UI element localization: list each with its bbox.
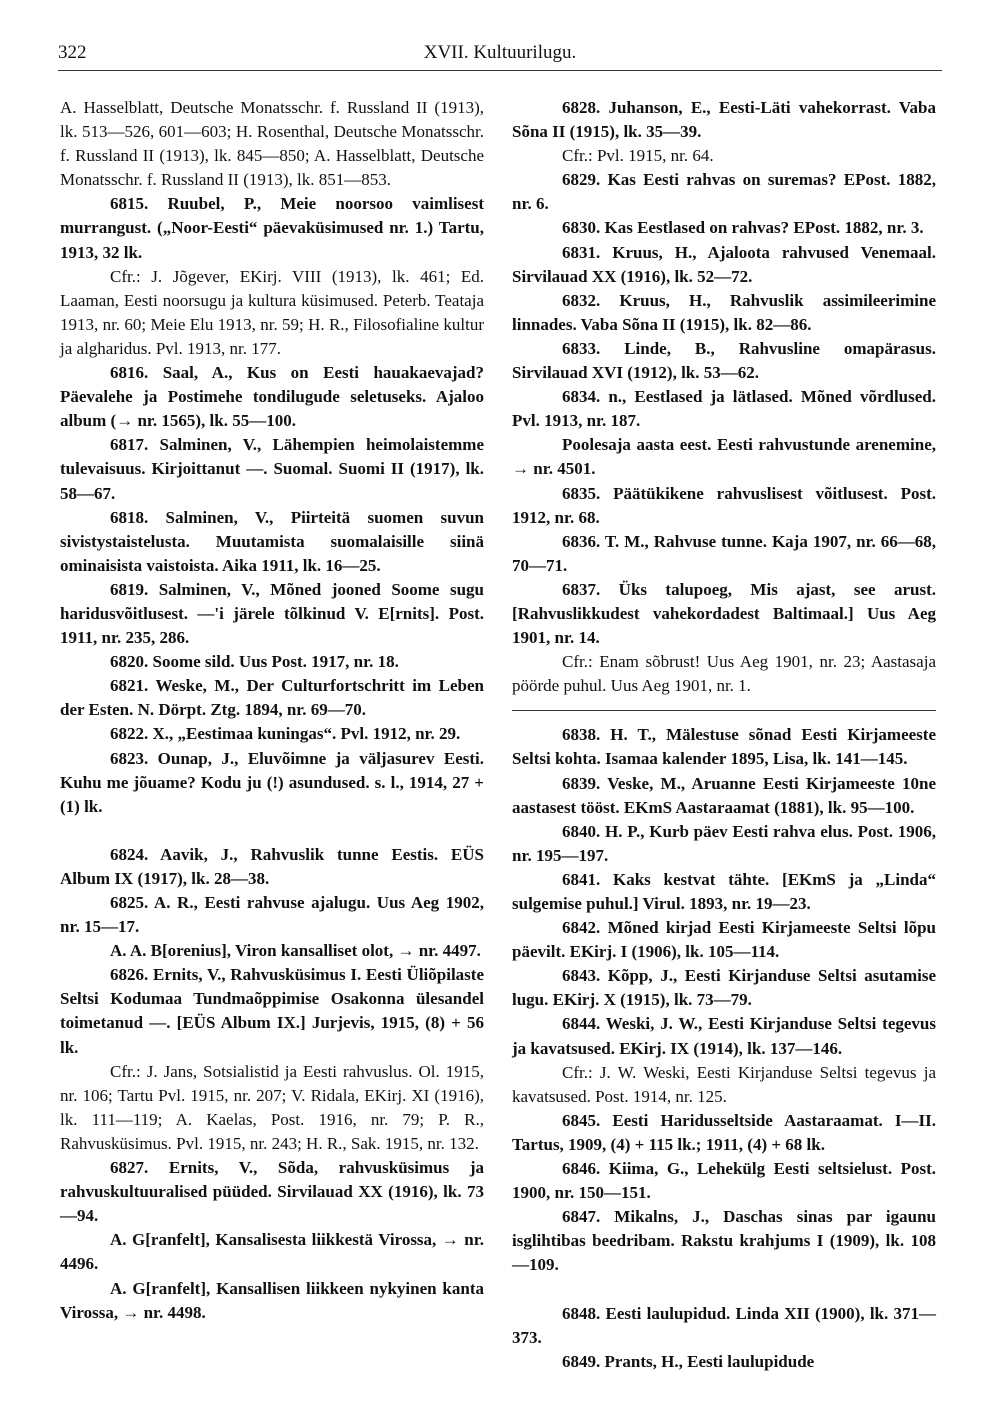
bibliography-entry: Cfr.: Enam sõbrust! Uus Aeg 1901, nr. 23; Aastasaja pöörde puhul. Uus Aeg 1901, nr. 1. [512,652,936,696]
bibliography-entry: Poolesaja aasta eest. Eesti rahvustunde arenemine, → nr. 4501. [512,435,936,479]
bibliography-entry: 6838. H. T., Mälestuse sõnad Eesti Kirjameeste Seltsi kohta. Isamaa kalender 1895, Lisa, lk. 141—145. [512,725,936,769]
running-title: XVII. Kultuurilugu. [423,42,577,63]
section-divider [512,710,936,711]
right-column [512,96,936,1374]
bibliography-entry: 6822. X., „Eestimaa kuningas“. Pvl. 1912, nr. 29. [110,724,461,744]
bibliography-entry: 6845. Eesti Haridusseltside Aastaraamat. I—II. Tartus, 1909, (4) + 115 lk.; 1911, (4) + 68 lk. [512,1110,936,1154]
bibliography-entry: Cfr.: J. Jans, Sotsialistid ja Eesti rahvuslus. Ol. 1915, nr. 106; Tartu Pvl. 1915, nr. 207; V. Ridala, EKirj. XI (1916), lk. 111—119; A. Kaelas, Post. 1916, nr. 79; P. R., Rahvusküsimus. Pvl. 1915, nr. 243; H. R., Sak. 1915, nr. 132. [60,1061,484,1153]
bibliography-entry: 6849. Prants, H., Eesti laulupidude [562,1351,815,1371]
left-column [60,96,484,1325]
bibliography-entry: 6826. Ernits, V., Rahvusküsimus I. Eesti Üliõpilaste Seltsi Kodumaa Tundmaõppimise Osakonna ülesandel toimetanud —. [EÜS Album IX.] Jurjevis, 1915, (8) + 56 lk. [60,965,484,1057]
bibliography-entry: 6848. Eesti laulupidud. Linda XII (1900), lk. 371—373. [512,1303,936,1347]
bibliography-entry: 6824. Aavik, J., Rahvuslik tunne Eestis. EÜS Album IX (1917), lk. 28—38. [60,844,484,888]
bibliography-entry: 6828. Juhanson, E., Eesti-Läti vahekorrast. Vaba Sõna II (1915), lk. 35—39. [512,98,936,142]
bibliography-entry: 6832. Kruus, H., Rahvuslik assimileerimine linnades. Vaba Sõna II (1915), lk. 82—86. [512,290,936,334]
bibliography-entry: 6842. Mõned kirjad Eesti Kirjameeste Seltsi lõpu päevilt. EKirj. I (1906), lk. 105—114. [512,918,936,962]
bibliography-entry: 6830. Kas Eestlased on rahvas? EPost. 1882, nr. 3. [562,218,924,238]
bibliography-entry: 6833. Linde, B., Rahvusline omapärasus. Sirvilauad XVI (1912), lk. 53—62. [512,338,936,383]
bibliography-entry: 6829. Kas Eesti rahvas on suremas? EPost. 1882, nr. 6. [512,170,936,214]
bibliography-entry: 6823. Ounap, J., Eluvõimne ja väljasurev Eesti. Kuhu me jõuame? Kodu ju (!) asundused. s. l., 1914, 27 + (1) lk. [60,748,484,816]
bibliography-entry: 6835. Päätükikene rahvuslisest võitlusest. Post. 1912, nr. 68. [512,483,936,527]
bibliography-entry: 6831. Kruus, H., Ajaloota rahvused Venemaal. Sirvilauad XX (1916), lk. 52—72. [512,242,936,286]
bibliography-entry: 6840. H. P., Kurb päev Eesti rahva elus. Post. 1906, nr. 195—197. [512,821,936,865]
bibliography-entry: 6820. Soome sild. Uus Post. 1917, nr. 18. [110,652,399,672]
bibliography-entry: 6847. Mikalns, J., Daschas sinas par igaunu isglihtibas beedribam. Rakstu krahjums I (1909), lk. 108—109. [512,1207,936,1275]
section-gap [512,1278,936,1302]
bibliography-entry: 6819. Salminen, V., Mõned jooned Soome sugu haridusvõitlusest. —'i järele tõlkinud V. E[rnits]. Post. 1911, nr. 235, 286. [60,579,484,648]
bibliography-entry: 6839. Veske, M., Aruanne Eesti Kirjameeste 10ne aastasest tööst. EKmS Aastaraamat (1881), lk. 95—100. [512,773,936,817]
bibliography-entry: A. A. B[orenius], Viron kansalliset olot, → nr. 4497. [110,941,481,961]
bibliography-entry: 6825. A. R., Eesti rahvuse ajalugu. Uus Aeg 1902, nr. 15—17. [60,893,484,937]
bibliography-entry: 6815. Ruubel, P., Meie noorsoo vaimlisest murrangust. („Noor-Eesti“ päevaküsimused nr. 1.) Tartu, 1913, 32 lk. [60,194,484,262]
bibliography-entry: A. G[ranfelt], Kansalisesta liikkestä Virossa, → nr. 4496. [60,1230,484,1274]
page-header [58,38,942,74]
bibliography-entry: 6843. Kõpp, J., Eesti Kirjanduse Seltsi asutamise lugu. EKirj. X (1915), lk. 73—79. [512,966,936,1010]
header-rule [58,70,942,71]
section-gap [60,819,484,843]
bibliography-entry: 6844. Weski, J. W., Eesti Kirjanduse Seltsi tegevus ja kavatsused. EKirj. IX (1914), lk. 137—146. [512,1014,936,1058]
bibliography-entry: A. G[ranfelt], Kansallisen liikkeen nykyinen kanta Virossa, → nr. 4498. [60,1278,484,1322]
bibliography-entry: Cfr.: J. W. Weski, Eesti Kirjanduse Seltsi tegevus ja kavatsused. Post. 1914, nr. 125. [512,1062,936,1106]
bibliography-entry: 6834. n., Eestlased ja lätlased. Mõned võrdlused. Pvl. 1913, nr. 187. [512,387,936,431]
bibliography-entry: 6816. Saal, A., Kus on Eesti hauakaevajad? Päevalehe ja Postimehe tondilugude seletuseks. Ajaloo album (→ nr. 1565), lk. 55—100. [60,363,484,431]
page-number: 322 [58,42,87,63]
bibliography-entry: 6836. T. M., Rahvuse tunne. Kaja 1907, nr. 66—68, 70—71. [512,531,936,575]
bibliography-entry: 6818. Salminen, V., Piirteitä suomen suvun sivistystaistelusta. Muutamista suomalaisille siinä ominaisista vaistoista. Aika 1911, lk. 16—25. [60,507,484,575]
bibliography-entry: 6821. Weske, M., Der Culturfortschritt im Leben der Esten. N. Dörpt. Ztg. 1894, nr. 69—70. [60,676,484,720]
bibliography-entry: 6817. Salminen, V., Lähempien heimolaistemme tulevaisuus. Kirjoittanut —. Suomal. Suomi II (1917), lk. 58—67. [60,435,484,503]
bibliography-entry: Cfr.: J. Jõgever, EKirj. VIII (1913), lk. 461; Ed. Laaman, Eesti noorsugu ja kultura küsimused. Peterb. Teataja 1913, nr. 60; Meie Elu 1913, nr. 59; H. R., Filosofialine kultur ja algharidus. Pvl. 1913, nr. 177. [60,266,484,358]
bibliography-entry: 6837. Üks talupoeg, Mis ajast, see arust. [Rahvuslikkudest vahekordadest Baltimaal.] Uus Aeg 1901, nr. 14. [512,579,936,648]
bibliography-entry: 6841. Kaks kestvat tähte. [EKmS ja „Linda“ sulgemise puhul.] Virul. 1893, nr. 19—23. [512,869,936,913]
bibliography-entry: Cfr.: Pvl. 1915, nr. 64. [562,146,714,166]
bibliography-entry: 6846. Kiima, G., Lehekülg Eesti seltsielust. Post. 1900, nr. 150—151. [512,1159,936,1203]
bibliography-entry: A. Hasselblatt, Deutsche Monatsschr. f. Russland II (1913), lk. 513—526, 601—603; H. Rosenthal, Deutsche Monatsschr. f. Russland II (1913), lk. 845—850; A. Hasselblatt, Deutsche Monatsschr. f. Russland II (1913), lk. 851—853. [60,98,484,190]
bibliography-entry: 6827. Ernits, V., Sõda, rahvusküsimus ja rahvuskultuuralised püüded. Sirvilauad XX (1916), lk. 73—94. [60,1158,484,1226]
